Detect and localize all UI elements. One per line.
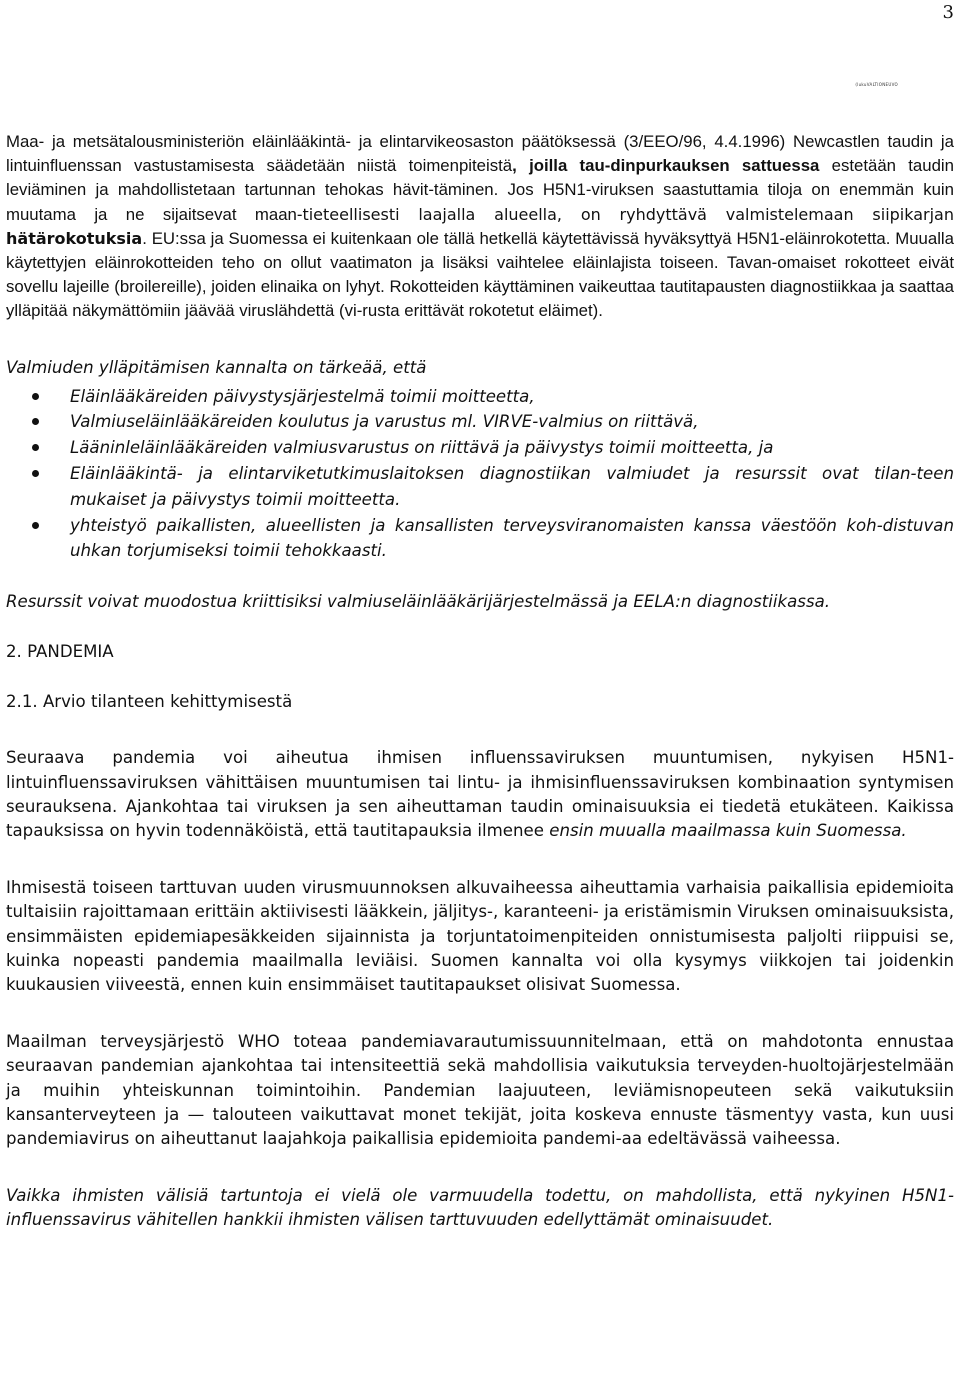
- list-item: Eläinlääkintä- ja elintarviketutkimuslaitoksen diagnostiikan valmiudet ja resurssit ovat tilan-teen mukaiset ja päivystys toimii moitteetta.: [6, 461, 954, 513]
- paragraph-1: [6, 746, 954, 844]
- subsection-heading: 2.1. Arvio tilanteen kehittymisestä: [6, 692, 293, 712]
- section-body: [6, 746, 954, 1233]
- list-item: yhteistyö paikallisten, alueellisten ja kansallisten terveysviranomaisten kanssa väestöön koh-distuvan uhkan torjumiseksi toimii tehokkaasti.: [6, 513, 954, 565]
- list-item: Eläinlääkäreiden päivystysjärjestelmä toimii moitteetta,: [6, 384, 954, 410]
- resources-note: Resurssit voivat muodostua kriittisiksi valmiuseläinlääkärijärjestelmässä ja EELA:n diagnostiikassa.: [6, 592, 831, 612]
- paragraph-1-text: Seuraava pandemia voi aiheutua ihmisen influenssaviruksen muuntumisen, nykyisen H5N1-lintuinfluenssaviruksen vähittäisen muuntumisen tai lintu- ja ihmisinfluenssaviruksen kombinaation syntymisen seurauksena. Ajankohtaa tai viruksen ja sen aiheuttaman taudin ominaisuuksia ei tiedetä etukäteen. Kaikissa tapauksissa on hyvin todennäköistä, että tautitapauksia ilmenee: [6, 748, 954, 841]
- header-mark: (lukuVALTIONEUVO: [855, 82, 898, 87]
- preparedness-list: [6, 384, 954, 565]
- intro-bold-2: hätärokotuksia: [6, 228, 143, 248]
- list-item: Lääninleläinlääkäreiden valmiusvarustus on riittävä ja päivystys toimii moitteetta, ja: [6, 435, 954, 461]
- paragraph-1-italic: ensin muualla maailmassa kuin Suomessa.: [549, 821, 907, 841]
- section-heading: 2. PANDEMIA: [6, 642, 114, 662]
- list-item: Valmiuseläinlääkäreiden koulutus ja varustus ml. VIRVE-valmius on riittävä,: [6, 409, 954, 435]
- intro-text-4: . EU:ssa ja Suomessa ei kuitenkaan ole tällä hetkellä käytettävissä hyväksyttyä H5N1-eläinrokotetta. Muualla käytettyjen eläinrokotteiden teho on ollut vaatimaton ja lisäksi vaihtelee eläinlajista toiseen. Tavan-omaiset rokotteet eivät sovellu lajeille (broilereille), joiden elinaika on lyhyt. Rokotteiden käyttäminen vaikeuttaa tautitapausten diagnostiikkaa ja saattaa ylläpitää näkymättömiin jäävää viruslähdettä (vi-rusta erittävät rokotetut eläimet).: [6, 228, 954, 321]
- intro-bold-1: , joilla tau-dinpurkauksen sattuessa: [512, 156, 820, 176]
- intro-text-1: Maa- ja metsätalousministeriön eläinlääkintä- ja elintarvikeosaston päätöksessä (3/EEO/96, 4.4.1996) Newcastlen taudin ja lintuinfluenssan vastustamisesta säädetään niistä toimenpiteistä: [6, 132, 954, 176]
- paragraph-4: Vaikka ihmisten välisiä tartuntoja ei vielä ole varmuudella todettu, on mahdollista, että nykyinen H5N1- influenssavirus vähitellen hankkii ihmisten välisen tarttuvuuden edellyttämät ominaisuudet.: [6, 1185, 954, 1230]
- document-body: [6, 130, 954, 1233]
- intro-text-2: estetään taudin leviäminen ja mahdollistetaan tartunnan tehokas hävit-täminen. Jos H5N1-viruksen saastuttamia tiloja on enemmän kuin muutama ja ne sijaitsevat maan-: [6, 156, 954, 224]
- page-number: 3: [942, 2, 954, 23]
- paragraph-3: Maailman terveysjärjestö WHO toteaa pandemiavarautumissuunnitelmaan, että on mahdotonta ennustaa seuraavan pandemian ajankohtaa tai intensiteettiä sekä mahdollisia vaikutuksia terveyden-huoltojärjestelmään ja muihin yhteiskunnan toimintoihin. Pandemian laajuuteen, leviämisnopeuteen sekä vaikutuksiin kansanterveyteen ja — talouteen vaikuttavat monet tekijät, joita koskeva ennuste täsmentyy vasta, kun uusi pandemiavirus on aiheuttanut laajahkoja paikallisia epidemioita pandemi-aa edeltävässä vaiheessa.: [6, 1031, 954, 1149]
- intro-paragraph: [6, 130, 954, 324]
- preparedness-lead: Valmiuden ylläpitämisen kannalta on tärkeää, että: [6, 357, 427, 377]
- intro-text-3: tieteellisesti laajalla alueella, on ryhdyttävä valmistelemaan siipikarjan: [302, 204, 955, 224]
- paragraph-2: Ihmisestä toiseen tarttuvan uuden virusmuunnoksen alkuvaiheessa aiheuttamia varhaisia paikallisia epidemioita tultaisiin rajoittamaan erittäin aktiivisesti lääkkein, jäljitys-, karanteeni- ja eristämismin Viruksen ominaisuuksista, ensimmäisten epidemiapesäkkeiden sijainnista ja torjuntatoimenpiteiden onnistumisesta paljolti riippuisi se, kuinka nopeasti pandemia maailmalla leviäisi. Suomen kannalta voi olla kysymys viikkojen tai joidenkin kuukausien viiveestä, ennen kuin ensimmäiset tautitapaukset olisivat Suomessa.: [6, 877, 954, 995]
